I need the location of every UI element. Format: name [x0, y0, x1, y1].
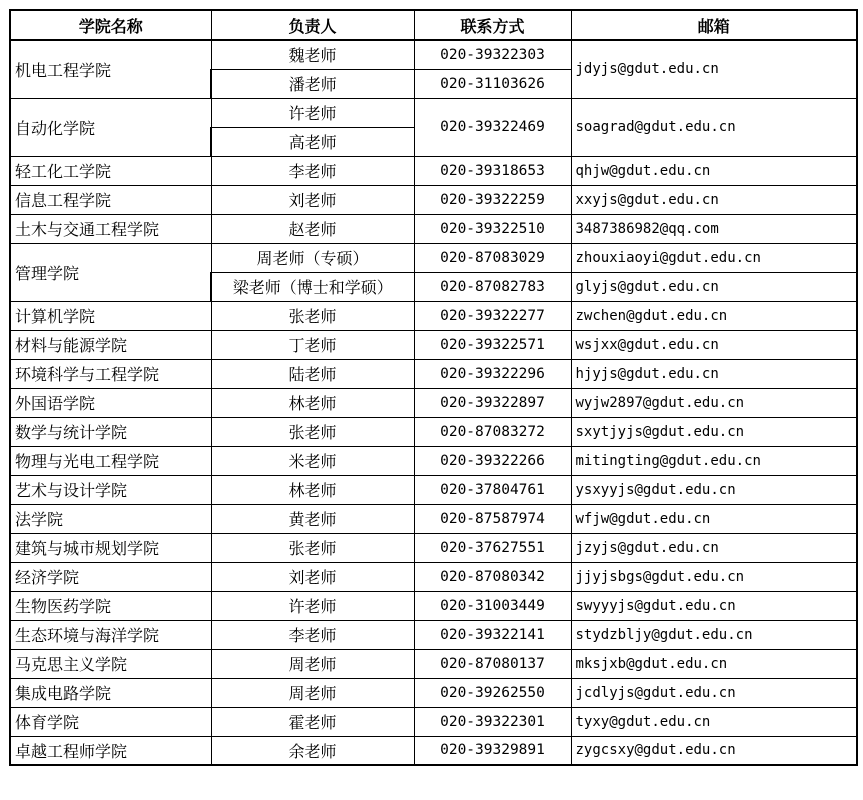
college-name: 信息工程学院 — [10, 185, 211, 214]
contact-person: 周老师 — [211, 678, 414, 707]
contact-phone: 020-39322303 — [414, 40, 571, 69]
contact-email[interactable]: swyyyjs@gdut.edu.cn — [571, 591, 857, 620]
table-row — [10, 707, 857, 736]
table-row — [10, 156, 857, 185]
contact-email[interactable]: ysxyyjs@gdut.edu.cn — [571, 475, 857, 504]
contact-person: 张老师 — [211, 533, 414, 562]
contacts-table — [9, 9, 858, 766]
contact-person: 米老师 — [211, 446, 414, 475]
contact-phone: 020-39322897 — [414, 388, 571, 417]
contact-phone: 020-39322259 — [414, 185, 571, 214]
header-person: 负责人 — [211, 10, 414, 40]
contact-person: 张老师 — [211, 417, 414, 446]
contact-email[interactable]: glyjs@gdut.edu.cn — [571, 272, 857, 301]
contact-email[interactable]: stydzbljy@gdut.edu.cn — [571, 620, 857, 649]
contact-person: 许老师 — [211, 98, 414, 127]
contact-phone: 020-87083029 — [414, 243, 571, 272]
table-row — [10, 330, 857, 359]
contact-email[interactable]: 3487386982@qq.com — [571, 214, 857, 243]
contact-person: 陆老师 — [211, 359, 414, 388]
contact-phone: 020-39322469 — [414, 98, 571, 156]
college-name: 管理学院 — [10, 243, 211, 301]
contact-person: 黄老师 — [211, 504, 414, 533]
contact-email[interactable]: qhjw@gdut.edu.cn — [571, 156, 857, 185]
contact-person: 周老师 — [211, 649, 414, 678]
contact-person: 丁老师 — [211, 330, 414, 359]
contact-phone: 020-39262550 — [414, 678, 571, 707]
college-name: 经济学院 — [10, 562, 211, 591]
table-row — [10, 562, 857, 591]
table-row — [10, 301, 857, 330]
contact-person: 高老师 — [211, 127, 414, 156]
contact-phone: 020-87082783 — [414, 272, 571, 301]
table-row — [10, 185, 857, 214]
contact-person: 许老师 — [211, 591, 414, 620]
college-name: 计算机学院 — [10, 301, 211, 330]
college-name: 物理与光电工程学院 — [10, 446, 211, 475]
contact-person: 林老师 — [211, 475, 414, 504]
contact-email[interactable]: jcdlyjs@gdut.edu.cn — [571, 678, 857, 707]
contact-email[interactable]: zwchen@gdut.edu.cn — [571, 301, 857, 330]
college-name: 数学与统计学院 — [10, 417, 211, 446]
college-name: 外国语学院 — [10, 388, 211, 417]
contact-email[interactable]: hjyjs@gdut.edu.cn — [571, 359, 857, 388]
contact-person: 刘老师 — [211, 562, 414, 591]
header-phone: 联系方式 — [414, 10, 571, 40]
table-row — [10, 620, 857, 649]
college-name: 建筑与城市规划学院 — [10, 533, 211, 562]
table-row — [10, 40, 857, 69]
contact-person: 刘老师 — [211, 185, 414, 214]
contact-email[interactable]: wyjw2897@gdut.edu.cn — [571, 388, 857, 417]
contact-phone: 020-37804761 — [414, 475, 571, 504]
contact-person: 潘老师 — [211, 69, 414, 98]
contact-phone: 020-87083272 — [414, 417, 571, 446]
college-name: 环境科学与工程学院 — [10, 359, 211, 388]
contact-email[interactable]: wsjxx@gdut.edu.cn — [571, 330, 857, 359]
contact-phone: 020-31103626 — [414, 69, 571, 98]
table-row — [10, 736, 857, 765]
college-name: 轻工化工学院 — [10, 156, 211, 185]
college-name: 马克思主义学院 — [10, 649, 211, 678]
contact-email[interactable]: soagrad@gdut.edu.cn — [571, 98, 857, 156]
contact-phone: 020-87080342 — [414, 562, 571, 591]
college-name: 体育学院 — [10, 707, 211, 736]
college-name: 法学院 — [10, 504, 211, 533]
table-row — [10, 359, 857, 388]
table-row — [10, 649, 857, 678]
contact-phone: 020-39322266 — [414, 446, 571, 475]
contact-email[interactable]: mitingting@gdut.edu.cn — [571, 446, 857, 475]
contact-phone: 020-31003449 — [414, 591, 571, 620]
table-body — [10, 40, 857, 765]
contact-email[interactable]: jdyjs@gdut.edu.cn — [571, 40, 857, 98]
table-row — [10, 98, 857, 127]
contact-email[interactable]: mksjxb@gdut.edu.cn — [571, 649, 857, 678]
contact-phone: 020-39322141 — [414, 620, 571, 649]
contact-phone: 020-39322510 — [414, 214, 571, 243]
contact-email[interactable]: wfjw@gdut.edu.cn — [571, 504, 857, 533]
college-name: 生物医药学院 — [10, 591, 211, 620]
contact-email[interactable]: zhouxiaoyi@gdut.edu.cn — [571, 243, 857, 272]
contact-phone: 020-87587974 — [414, 504, 571, 533]
contact-email[interactable]: sxytjyjs@gdut.edu.cn — [571, 417, 857, 446]
header-row — [10, 10, 857, 40]
college-name: 材料与能源学院 — [10, 330, 211, 359]
contact-person: 李老师 — [211, 156, 414, 185]
contact-email[interactable]: zygcsxy@gdut.edu.cn — [571, 736, 857, 765]
table-row — [10, 446, 857, 475]
header-college: 学院名称 — [10, 10, 211, 40]
table-row — [10, 678, 857, 707]
college-name: 生态环境与海洋学院 — [10, 620, 211, 649]
contact-email[interactable]: jzyjs@gdut.edu.cn — [571, 533, 857, 562]
contact-person: 梁老师（博士和学硕） — [211, 272, 414, 301]
contact-person: 余老师 — [211, 736, 414, 765]
college-name: 机电工程学院 — [10, 40, 211, 98]
college-name: 艺术与设计学院 — [10, 475, 211, 504]
contact-person: 赵老师 — [211, 214, 414, 243]
contact-phone: 020-87080137 — [414, 649, 571, 678]
contact-person: 林老师 — [211, 388, 414, 417]
contact-person: 张老师 — [211, 301, 414, 330]
contact-person: 周老师（专硕） — [211, 243, 414, 272]
contact-person: 魏老师 — [211, 40, 414, 69]
contact-email[interactable]: xxyjs@gdut.edu.cn — [571, 185, 857, 214]
contact-phone: 020-37627551 — [414, 533, 571, 562]
table-row — [10, 388, 857, 417]
contact-phone: 020-39322296 — [414, 359, 571, 388]
contact-phone: 020-39322571 — [414, 330, 571, 359]
contact-phone: 020-39318653 — [414, 156, 571, 185]
table-row — [10, 533, 857, 562]
contact-person: 霍老师 — [211, 707, 414, 736]
college-name: 土木与交通工程学院 — [10, 214, 211, 243]
contact-phone: 020-39322301 — [414, 707, 571, 736]
table-row — [10, 214, 857, 243]
contact-email[interactable]: jjyjsbgs@gdut.edu.cn — [571, 562, 857, 591]
contact-phone: 020-39329891 — [414, 736, 571, 765]
header-email: 邮箱 — [571, 10, 857, 40]
table-row — [10, 504, 857, 533]
college-name: 卓越工程师学院 — [10, 736, 211, 765]
college-name: 自动化学院 — [10, 98, 211, 156]
table-row — [10, 417, 857, 446]
contact-phone: 020-39322277 — [414, 301, 571, 330]
contact-email[interactable]: tyxy@gdut.edu.cn — [571, 707, 857, 736]
contact-person: 李老师 — [211, 620, 414, 649]
table-row — [10, 475, 857, 504]
table-row — [10, 591, 857, 620]
table-row — [10, 243, 857, 272]
college-name: 集成电路学院 — [10, 678, 211, 707]
